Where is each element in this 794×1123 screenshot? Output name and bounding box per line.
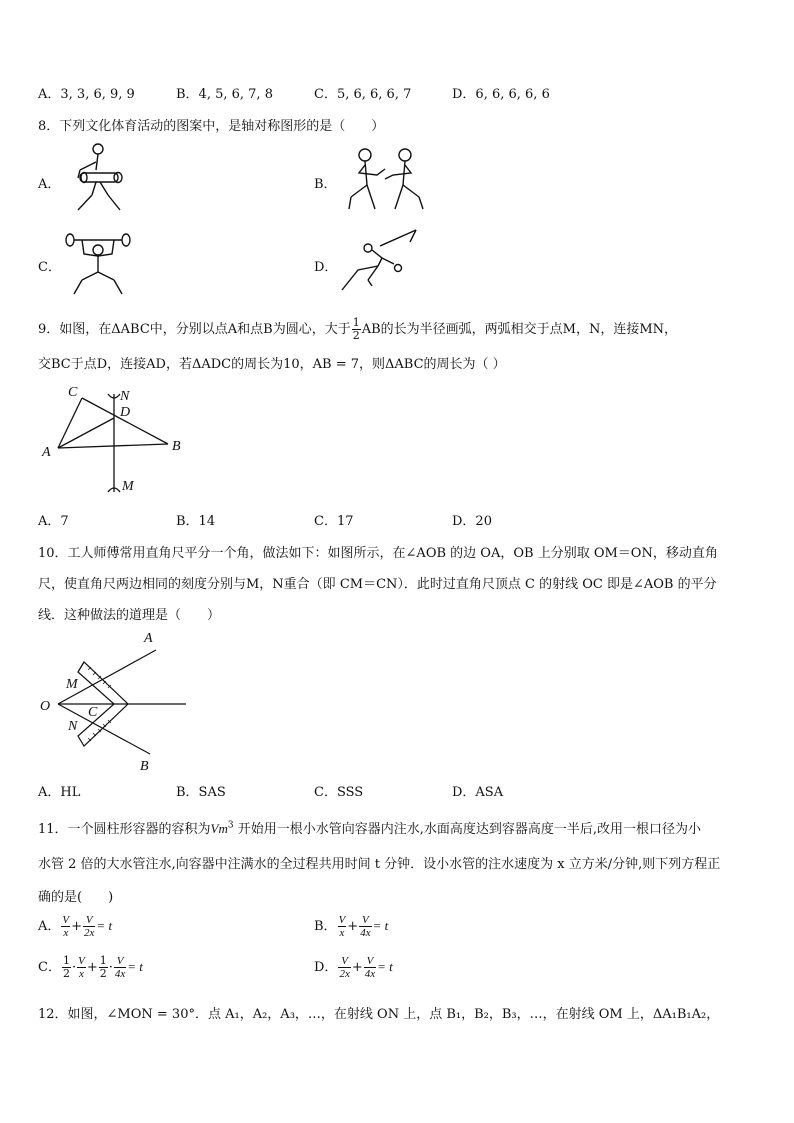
q8-label-d: D． (314, 260, 338, 275)
q9-option-a: A．7 (38, 514, 69, 529)
q9-label-n: N (120, 389, 130, 404)
q7-option-c: C．5, 6, 6, 6, 7 (314, 87, 412, 102)
q9-label-a: A (42, 445, 51, 460)
q11-volume-exp: 3 (227, 820, 234, 831)
q8-label-a: A． (38, 177, 61, 192)
q8-figure-b (345, 145, 427, 215)
q11-option-c: C． $\frac{1}{2}$ · $\frac{V}{x}$ + $\frac{1}{2}$ · $\frac{V}{4x}$ = t (38, 954, 143, 980)
q11-line1-a: 11．一个圆柱形容器的容积为 (38, 822, 211, 837)
q11-option-d: D． $\frac{V}{2x}$ + $\frac{V}{4x}$ = t (314, 955, 393, 980)
q7-option-d: D．6, 6, 6, 6, 6 (452, 87, 550, 102)
q10-option-b: B．SAS (176, 785, 226, 800)
q7-option-b: B．4, 5, 6, 7, 8 (176, 87, 273, 102)
q11-line3: 确的是( ) (38, 890, 114, 905)
q9-line2: 交BC于点D，连接AD，若ΔADC的周长为10，AB = 7，则ΔABC的周长为（ ） (38, 357, 506, 372)
q9-option-d: D．20 (452, 514, 492, 529)
q8-figure-c (62, 228, 134, 298)
q9-label-m: M (122, 479, 134, 494)
q10-line3: 线．这种做法的道理是（ ） (38, 608, 221, 623)
q9-option-c: C．17 (314, 514, 354, 529)
q10-option-c: C．SSS (314, 785, 364, 800)
q10-line2: 尺，使直角尺两边相同的刻度分别与M，N重合（即 CM＝CN）．此时过直角尺顶点 C 的射线 OC 即是∠AOB 的平分 (38, 577, 717, 592)
q9-label-d: D (120, 405, 131, 420)
q11-line2: 水管 2 倍的大水管注水,向容器中注满水的全过程共用时间 t 分钟．设小水管的注水速度为 x 立方米/分钟,则下列方程正 (38, 857, 721, 872)
q11-line1 (38, 818, 701, 837)
q12-line1: 12．如图，∠MON = 30°．点 A₁，A₂，A₃，…，在射线 ON 上，点 B₁，B₂，B₃，…，在射线 OM 上，ΔA₁B₁A₂， (38, 1007, 720, 1022)
q8-label-c: C． (38, 260, 61, 275)
q9-text-a: 9．如图，在ΔABC中，分别以点A和点B为圆心，大于 (38, 322, 351, 337)
q11-volume-var: Vm (210, 821, 228, 836)
q10-option-a: A．HL (38, 785, 81, 800)
q10-label-b: B (140, 759, 149, 774)
q8-question: 8．下列文化体育活动的图案中，是轴对称图形的是（ ） (38, 119, 385, 134)
q11-option-a: A． $\frac{V}{x}$ + $\frac{V}{2x}$ = t (38, 914, 113, 939)
q9-text-b: AB的长为半径画弧，两弧相交于点M，N，连接MN， (361, 322, 678, 337)
q10-option-d: D．ASA (452, 785, 504, 800)
q10-label-n: N (68, 719, 78, 734)
q8-figure-a (70, 140, 130, 215)
q9-label-c: C (68, 385, 78, 400)
q11-option-b: B． $\frac{V}{x}$ + $\frac{V}{4x}$ = t (314, 914, 389, 939)
q10-line1: 10．工人师傅常用直角尺平分一个角，做法如下：如图所示，在∠AOB 的边 OA，OB 上分别取 OM＝ON，移动直角 (38, 546, 718, 561)
q10-label-a: A (144, 631, 153, 646)
q9-label-b: B (172, 439, 181, 454)
q9-figure (40, 380, 190, 500)
q10-label-c: C (88, 705, 98, 720)
q10-label-o: O (40, 699, 51, 714)
q8-label-b: B． (314, 177, 337, 192)
q10-label-m: M (66, 677, 78, 692)
q9-half-fraction: $\frac{1}{2}$ (352, 316, 360, 342)
q10-figure (38, 630, 198, 775)
q9-line1 (38, 317, 677, 342)
q8-figure-d (338, 228, 422, 296)
q11-line1-b: 开始用一根小水管向容器内注水,水面高度达到容器高度一半后,改用一根口径为小 (237, 822, 702, 837)
q7-option-a: A．3, 3, 6, 9, 9 (38, 87, 135, 102)
q9-option-b: B．14 (176, 514, 216, 529)
